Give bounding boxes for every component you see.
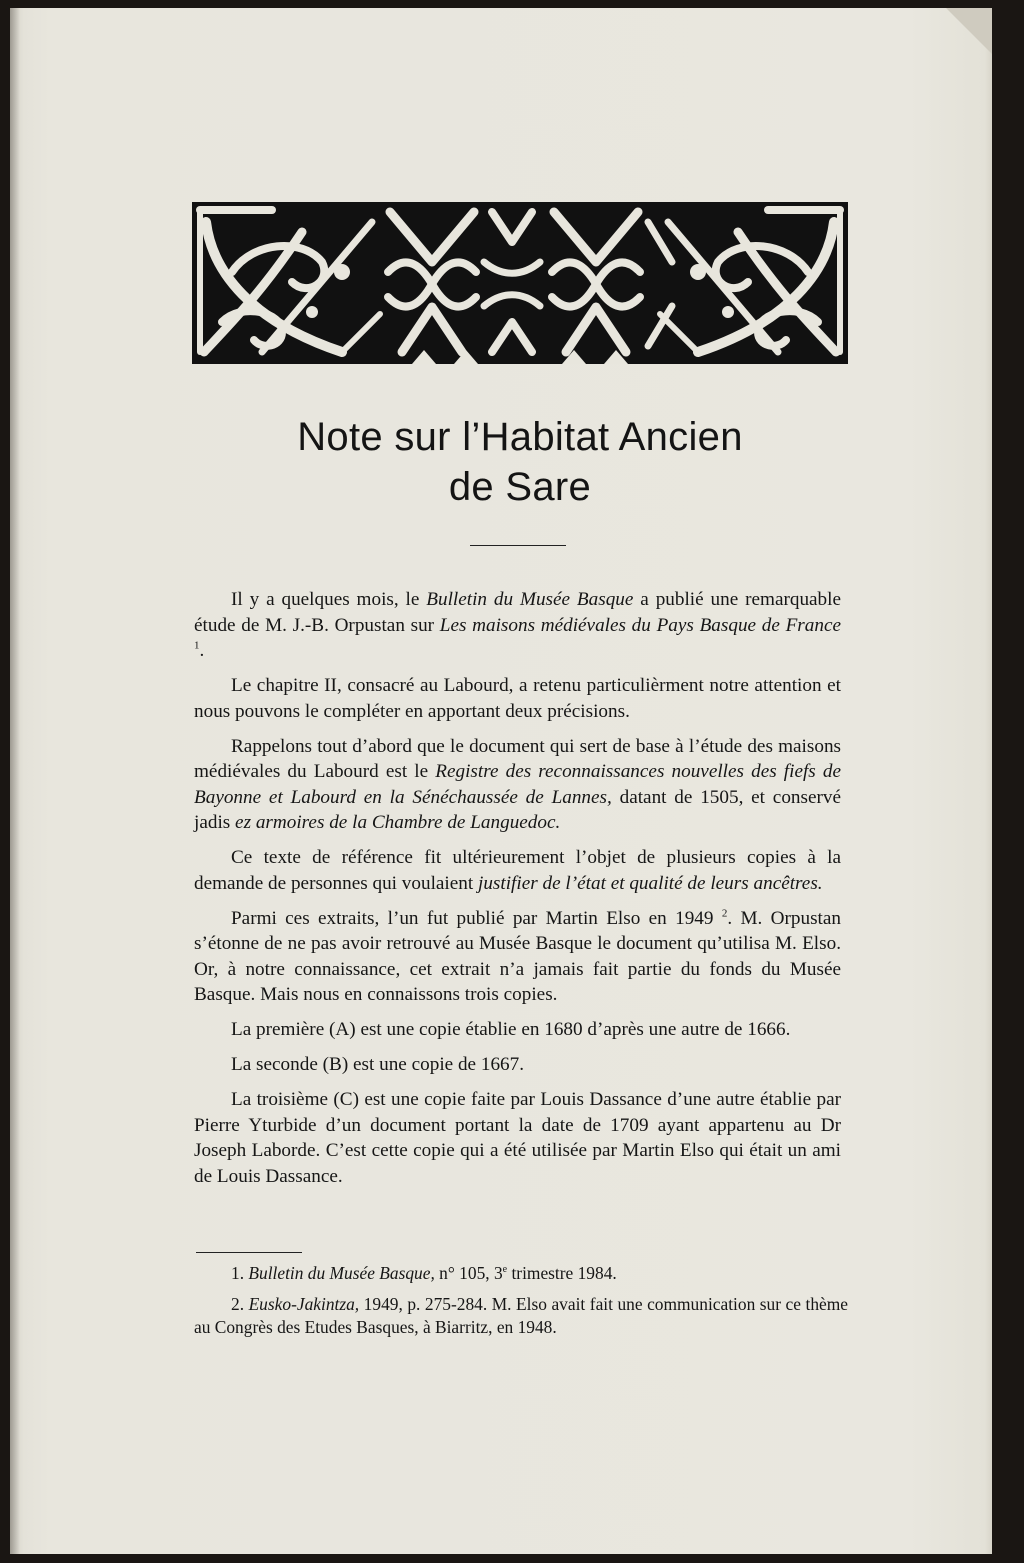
footnotes [194, 1262, 848, 1347]
fn2-number: 2. [231, 1294, 249, 1314]
footnote-2 [194, 1293, 848, 1339]
p4-italic-justifier: justifier de l’état et qualité de leurs ancêtres. [478, 872, 823, 894]
p1-italic-maisons: Les maisons médiévales du Pays Basque de France [439, 614, 841, 636]
article-body [194, 587, 841, 1199]
p1-italic-bulletin: Bulletin du Musée Basque [426, 589, 634, 610]
p3-text-c: datant de 1505, et conservé jadis [194, 786, 841, 833]
p3-text-a: Rappelons tout d’abord que le document qui sert de base à l’étude des maisons médiévales du Labourd est le [194, 735, 841, 782]
fn1-italic-source: Bulletin du Musée Basque, [248, 1263, 435, 1283]
paragraph-3 [194, 734, 841, 836]
title-line-1: Note sur l’Habitat Ancien [297, 415, 743, 459]
article-title [192, 412, 848, 512]
footnote-ref-2: 2 [721, 907, 728, 920]
fn1-text-c: trimestre 1984. [507, 1263, 617, 1283]
title-line-2: de Sare [448, 465, 592, 509]
p1-text-f: . [199, 640, 205, 661]
paragraph-8: La troisième (C) est une copie faite par Louis Dassance d’une autre établie par Pierre Yturbide d’un document portant la date de 1709 ayant appartenu au Dr Joseph Laborde. C’est cette copie qui a été utilisée par Martin Elso qui était un ami de Louis Dassance. [194, 1089, 841, 1187]
p1-text-a: Il y a quelques mois, le [231, 589, 427, 610]
title-divider [470, 545, 566, 546]
p1-text-c: a publié une remarquable étude de M. J.-B. Orpustan sur [194, 589, 842, 636]
paragraph-7: La seconde (B) est une copie de 1667. [231, 1054, 525, 1075]
paragraph-2: Le chapitre II, consacré au Labourd, a retenu particulièrment notre attention et nous pouvons le compléter en apportant deux précisions. [194, 675, 841, 722]
fn2-text-b: 1949, p. 275-284. M. Elso avait fait une communication sur ce thème au Congrès des Etudes Basques, à Biarritz, en 1948. [194, 1294, 849, 1337]
binding-gutter-shadow [10, 8, 20, 1554]
p3-italic-registre: Registre des reconnaissances nouvelles des fiefs de Bayonne et Labourd en la Sénéchaussée de Lannes, [194, 761, 841, 808]
fn1-number: 1. [231, 1263, 249, 1283]
footnote-1 [194, 1262, 848, 1285]
p5-text-a: Parmi ces extraits, l’un fut publié par Martin Elso en 1949 [231, 907, 722, 929]
p4-text-a: Ce texte de référence fit ultérieurement l’objet de plusieurs copies à la demande de personnes qui voulaient [194, 847, 841, 894]
fn1-text-b: n° 105, 3 [434, 1263, 503, 1283]
paragraph-4 [194, 845, 841, 896]
fn2-italic-source: Eusko-Jakintza, [248, 1294, 360, 1314]
fn1-superscript: e [502, 1264, 508, 1276]
p3-italic-armoires: ez armoires de la Chambre de Languedoc. [235, 812, 561, 833]
paragraph-1 [194, 587, 841, 664]
paragraph-6: La première (A) est une copie établie en 1680 d’après une autre de 1666. [231, 1019, 791, 1040]
footnote-divider [196, 1252, 302, 1253]
basque-geometric-frieze-icon [192, 202, 848, 364]
footnote-ref-1: 1 [194, 639, 200, 652]
folded-corner [946, 8, 992, 54]
paragraph-5 [194, 906, 841, 1008]
p5-text-b: . M. Orpustan s’étonne de ne pas avoir retrouvé au Musée Basque le document qu’utilisa M. Elso. Or, à notre connaissance, cet extrait n’a jamais fait partie du fonds du Musée Basque. Mais nous en connaissons trois copies. [194, 907, 841, 1005]
